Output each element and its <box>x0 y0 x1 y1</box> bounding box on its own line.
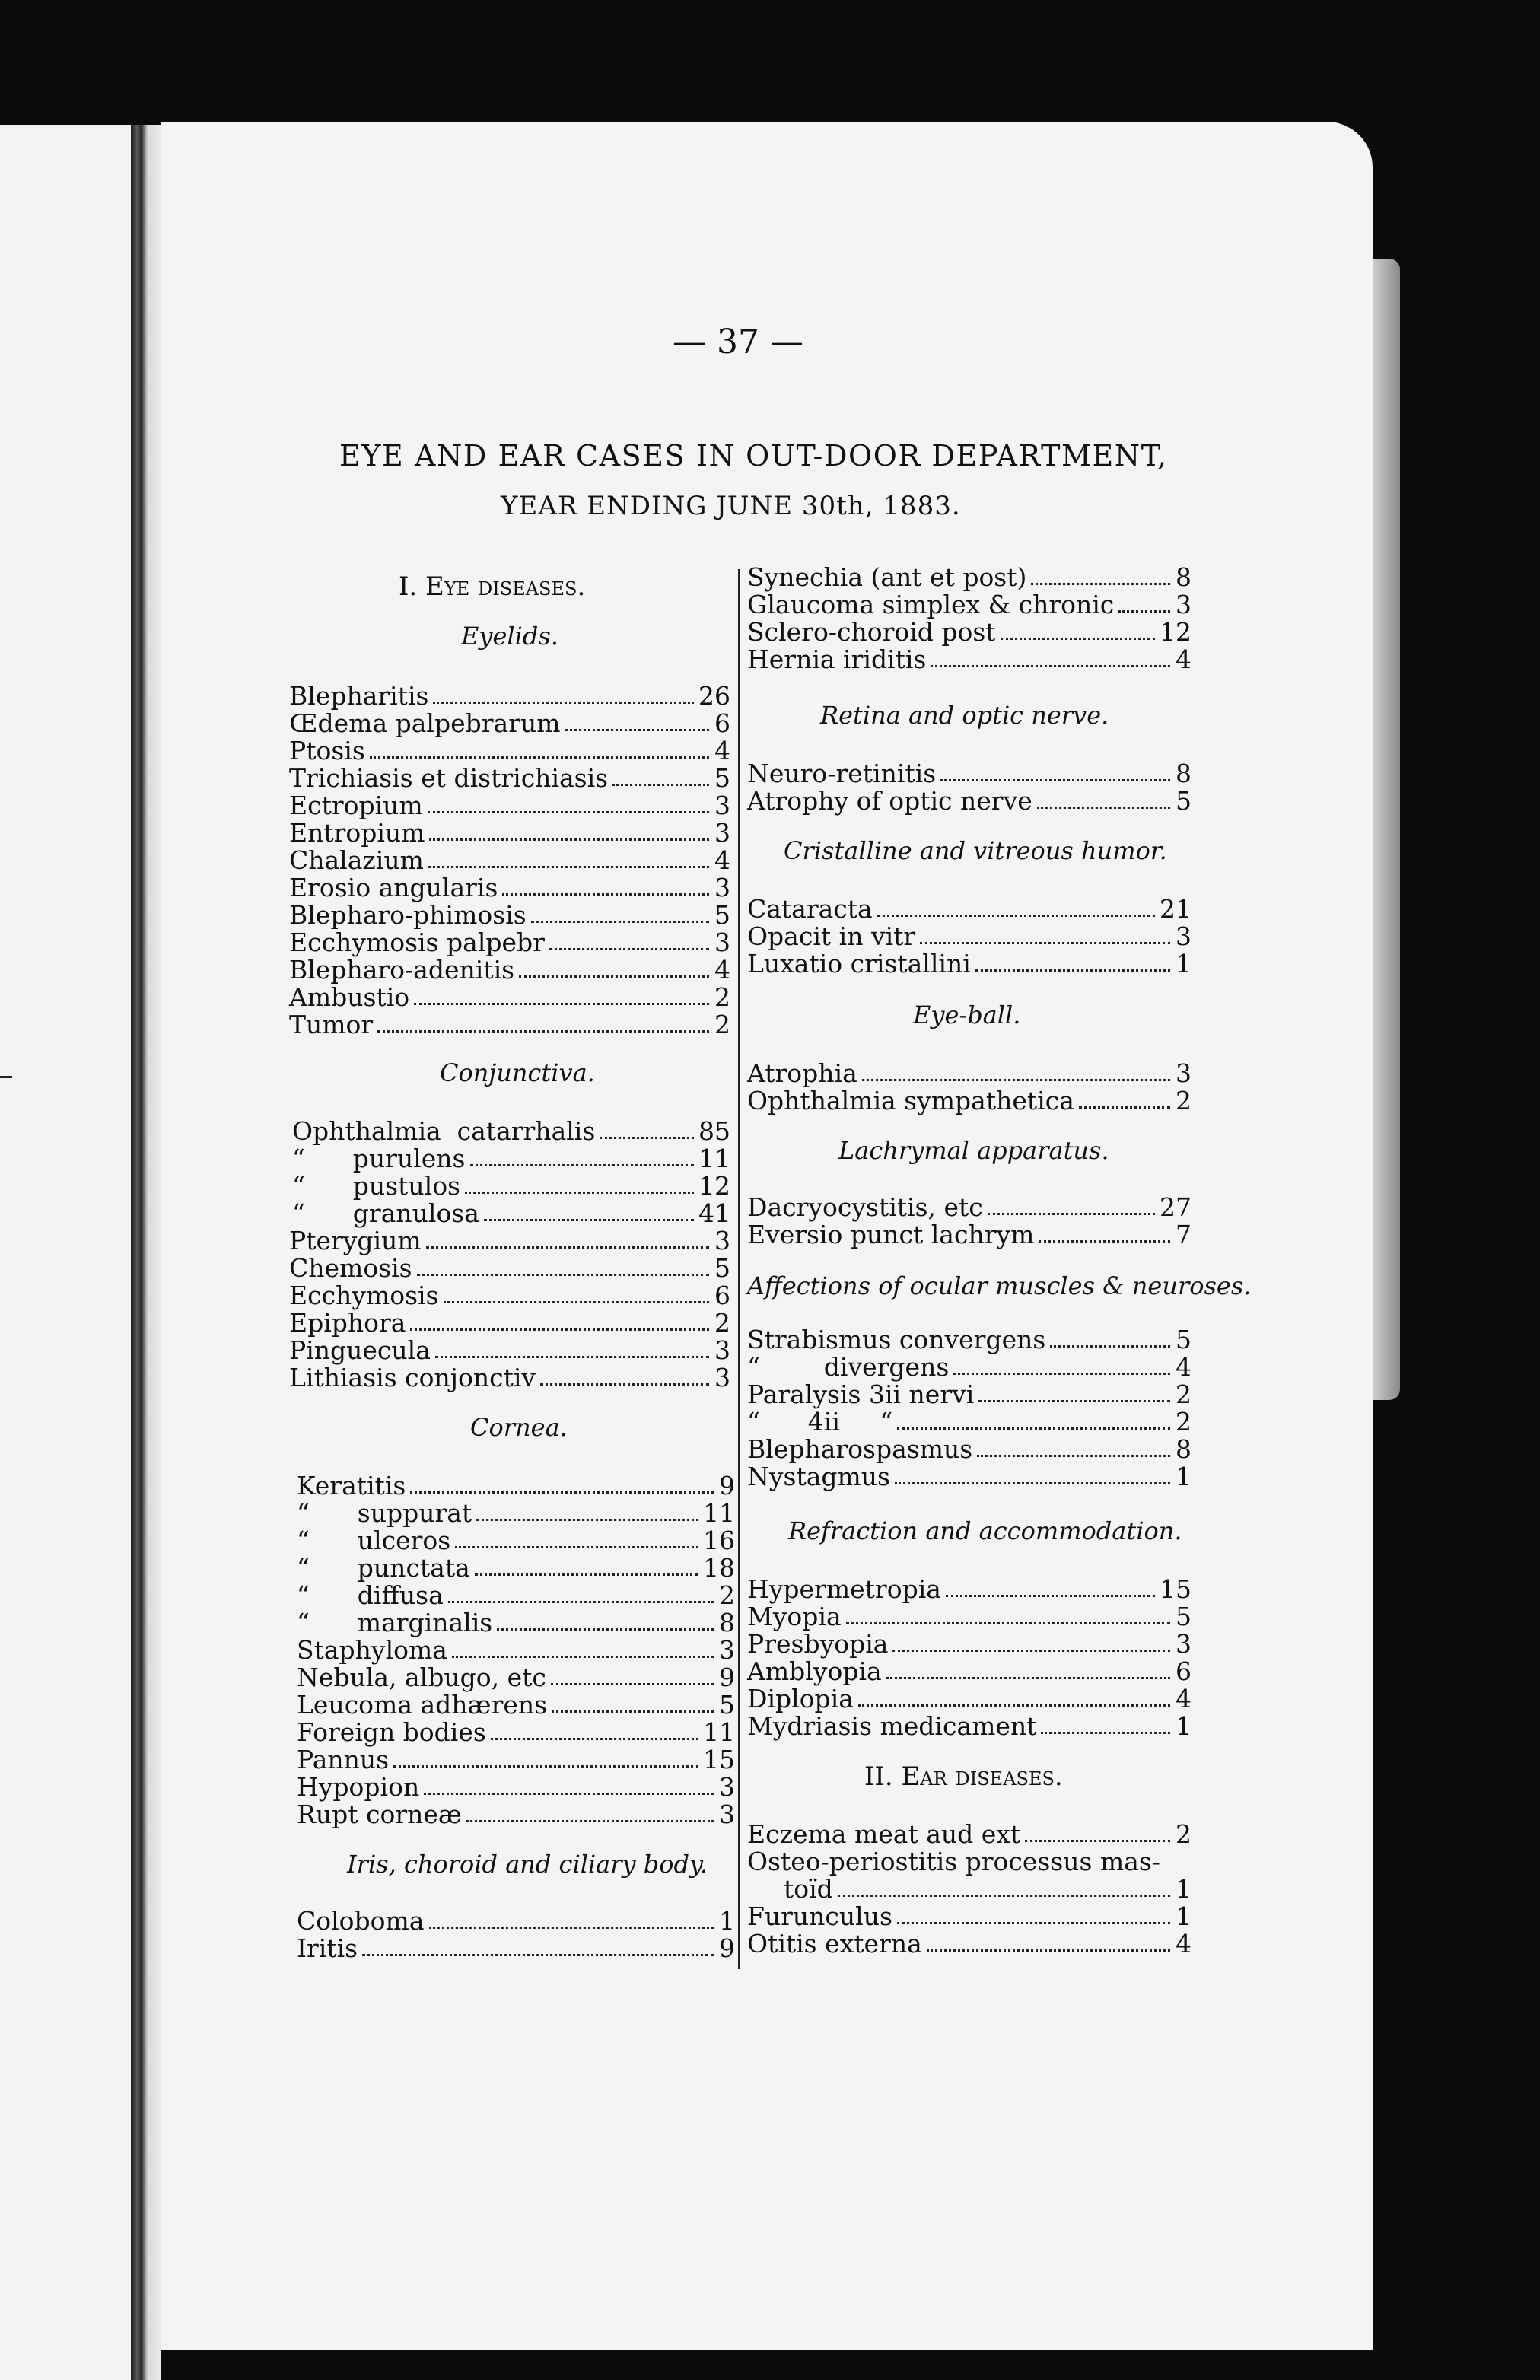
dot-leader <box>1037 807 1170 809</box>
left-entry <box>289 818 730 848</box>
entry-name: Ptosis <box>289 736 365 765</box>
entry-count: 11 <box>698 1144 730 1173</box>
left-entry <box>297 1553 735 1583</box>
entry-count: 9 <box>719 1933 735 1963</box>
dot-leader <box>519 975 709 978</box>
entry-name: Pannus <box>297 1745 390 1774</box>
entry-name: “ purulens <box>292 1144 466 1173</box>
entry-name: Hypermetropia <box>747 1574 941 1604</box>
entry-count: 11 <box>703 1498 735 1528</box>
entry-name: Foreign bodies <box>297 1717 486 1747</box>
entry-name: Furunculus <box>747 1901 892 1931</box>
right-entry <box>747 1352 1192 1382</box>
dot-leader <box>476 1519 698 1521</box>
subheading-affections: Affections of ocular muscles & neuroses. <box>747 1271 1252 1300</box>
entry-name: Ecchymosis <box>289 1281 439 1310</box>
entry-name: “ ulceros <box>297 1526 451 1555</box>
entry-name: Pinguecula <box>289 1335 431 1365</box>
dot-leader <box>470 1164 695 1166</box>
entry-name: Atrophia <box>747 1058 858 1088</box>
subheading-cornea: Cornea. <box>470 1413 568 1442</box>
left-entry <box>292 1118 730 1144</box>
dot-leader <box>1031 583 1170 585</box>
dot-leader <box>414 1003 709 1005</box>
entry-name: Coloboma <box>297 1906 425 1936</box>
entry-name: Œdema palpebrarum <box>289 708 561 738</box>
entry-name: Neuro-retinitis <box>747 759 937 788</box>
entry-name: Presbyopia <box>747 1629 889 1659</box>
entry-name: Ophthalmia catarrhalis <box>292 1116 596 1146</box>
entry-name: Blepharitis <box>289 681 429 711</box>
entry-count: 1 <box>1176 1462 1192 1491</box>
entry-name: Leucoma adhærens <box>297 1690 548 1720</box>
dot-leader <box>377 1030 709 1032</box>
dot-leader <box>931 665 1170 667</box>
dot-leader <box>433 702 694 704</box>
entry-count: 4 <box>714 845 730 875</box>
entry-count: 2 <box>1176 1407 1192 1437</box>
left-entry <box>297 1690 735 1720</box>
right-entry <box>747 1931 1192 1956</box>
entry-count: 2 <box>1176 1379 1192 1409</box>
right-entry <box>747 1901 1192 1931</box>
dot-leader <box>897 1427 1170 1430</box>
entry-count: 9 <box>719 1662 735 1692</box>
right-entry <box>747 1192 1192 1222</box>
left-entry <box>289 1335 730 1365</box>
entry-name: Diplopia <box>747 1684 854 1713</box>
entry-name: Nebula, albugo, etc <box>297 1662 546 1692</box>
entry-name: “ 4ii “ <box>747 1407 893 1437</box>
page-edge <box>1373 259 1400 1400</box>
dot-leader <box>1050 1345 1170 1348</box>
right-entry <box>747 1686 1192 1711</box>
left-entry <box>289 1228 730 1253</box>
entry-name: Otitis externa <box>747 1929 922 1958</box>
left-entry <box>297 1799 735 1829</box>
entry-name: toïd <box>784 1874 833 1904</box>
entry-name: Nystagmus <box>747 1462 890 1491</box>
entry-count: 4 <box>1176 1929 1192 1958</box>
left-entry <box>297 1747 735 1772</box>
entry-count: 8 <box>1176 759 1192 788</box>
right-entry <box>747 1713 1192 1739</box>
entry-name: Glaucoma simplex & chronic <box>747 590 1115 619</box>
dot-leader <box>897 1922 1170 1924</box>
right-entry <box>747 1379 1192 1409</box>
entry-count: 3 <box>714 1335 730 1365</box>
right-entry <box>747 1327 1192 1352</box>
entry-name: Trichiasis et districhiasis <box>289 763 609 793</box>
entry-name: Rupt corneæ <box>297 1799 462 1829</box>
dot-leader <box>549 948 709 950</box>
facing-page <box>0 125 131 2380</box>
right-entry <box>784 1874 1192 1904</box>
dot-leader <box>410 1328 709 1331</box>
entry-count: 3 <box>714 818 730 848</box>
entry-name: Mydriasis medicament <box>747 1711 1037 1741</box>
left-entry <box>297 1717 735 1747</box>
dot-leader <box>428 866 709 868</box>
right-entry <box>747 617 1192 647</box>
entry-count: 27 <box>1160 1192 1192 1222</box>
entry-name: Synechia (ant et post) <box>747 562 1027 592</box>
right-entry <box>747 562 1192 592</box>
entry-count: 3 <box>714 873 730 902</box>
subheading-retina: Retina and optic nerve. <box>820 701 1109 730</box>
entry-count: 4 <box>714 955 730 985</box>
entry-name: Dacryocystitis, etc <box>747 1192 983 1222</box>
entry-name: Blepharo-phimosis <box>289 900 527 930</box>
dot-leader <box>600 1137 694 1139</box>
entry-count: 2 <box>1176 1819 1192 1849</box>
entry-count: 12 <box>1160 617 1192 647</box>
entry-count: 8 <box>719 1608 735 1637</box>
dot-leader <box>1039 1240 1170 1242</box>
entry-name: Ecchymosis palpebr <box>289 928 545 957</box>
left-entry <box>289 793 730 818</box>
left-entry <box>297 1528 735 1553</box>
entry-count: 8 <box>1176 1434 1192 1464</box>
subheading-refraction: Refraction and accommodation. <box>788 1516 1182 1545</box>
dot-leader <box>551 1683 714 1685</box>
entry-name: Ambustio <box>289 982 410 1012</box>
entry-count: 3 <box>714 791 730 820</box>
left-entry <box>289 708 730 738</box>
entry-name: Myopia <box>747 1602 842 1631</box>
entry-count: 3 <box>1176 590 1192 619</box>
left-entry <box>289 765 730 791</box>
right-entry <box>747 1604 1192 1629</box>
subheading-eyelids: Eyelids. <box>461 622 558 651</box>
dot-leader <box>393 1765 698 1768</box>
left-entry <box>297 1500 735 1526</box>
entry-name: Opacit in vitr <box>747 921 916 951</box>
entry-count: 3 <box>714 928 730 957</box>
dot-leader <box>862 1079 1170 1081</box>
entry-count: 21 <box>1160 894 1192 924</box>
right-entry <box>747 921 1192 951</box>
book-gutter <box>131 125 161 2380</box>
dot-leader <box>1025 1840 1170 1842</box>
entry-count: 2 <box>714 1308 730 1338</box>
entry-name: “ diffusa <box>297 1580 444 1610</box>
entry-count: 1 <box>1176 949 1192 978</box>
dot-leader <box>612 784 709 786</box>
entry-count: 3 <box>719 1635 735 1665</box>
dot-leader <box>452 1656 714 1658</box>
right-entry <box>747 1819 1192 1849</box>
right-entry <box>747 644 1192 674</box>
entry-count: 5 <box>719 1690 735 1720</box>
left-entry <box>289 1255 730 1281</box>
entry-name: Eversio punct lachrym <box>747 1220 1035 1249</box>
entry-name: Erosio angularis <box>289 873 498 902</box>
entry-count: 2 <box>1176 1086 1192 1115</box>
entry-count: 8 <box>1176 562 1192 592</box>
left-entry <box>297 1635 735 1665</box>
entry-name: Cataracta <box>747 894 873 924</box>
left-entry <box>297 1772 735 1802</box>
right-entry <box>747 1434 1192 1464</box>
dot-leader <box>552 1710 714 1713</box>
left-entry <box>297 1473 735 1498</box>
entry-count: 1 <box>1176 1711 1192 1741</box>
dot-leader <box>977 1455 1170 1457</box>
entry-name: Ophthalmia sympathetica <box>747 1086 1074 1115</box>
right-entry <box>747 761 1192 786</box>
entry-name: Strabismus convergens <box>747 1325 1046 1354</box>
dot-leader <box>444 1301 709 1303</box>
dot-leader <box>846 1622 1170 1624</box>
dot-leader <box>978 1400 1170 1402</box>
dot-leader <box>429 1927 714 1929</box>
left-entry <box>289 982 730 1012</box>
facing-page-mark <box>0 1076 12 1078</box>
subheading-iris: Iris, choroid and ciliary body. <box>347 1850 708 1879</box>
dot-leader <box>1041 1732 1170 1734</box>
entry-count: 11 <box>703 1717 735 1747</box>
entry-count: 26 <box>698 681 730 711</box>
dot-leader <box>497 1628 714 1631</box>
right-entry <box>747 1574 1192 1604</box>
entry-count: 41 <box>698 1198 730 1228</box>
dot-leader <box>892 1650 1170 1652</box>
entry-count: 3 <box>719 1772 735 1802</box>
entry-name: Epiphora <box>289 1308 406 1338</box>
entry-name: Eczema meat aud ext <box>747 1819 1021 1849</box>
left-entry <box>292 1146 730 1171</box>
entry-name: Hernia iriditis <box>747 644 927 674</box>
entry-count: 15 <box>1160 1574 1192 1604</box>
dot-leader <box>1079 1106 1170 1109</box>
entry-name: Ectropium <box>289 791 423 820</box>
entry-count: 5 <box>1176 786 1192 816</box>
dot-leader <box>858 1704 1170 1707</box>
dot-leader <box>424 1793 714 1795</box>
entry-count: 2 <box>719 1580 735 1610</box>
entry-name: Paralysis 3ii nervi <box>747 1379 975 1409</box>
page-subtitle: YEAR ENDING JUNE 30th, 1883. <box>501 491 961 521</box>
dot-leader <box>838 1895 1170 1897</box>
dot-leader <box>370 756 709 759</box>
left-entry <box>292 1198 730 1228</box>
dot-leader <box>465 1192 694 1194</box>
entry-count: 4 <box>1176 1684 1192 1713</box>
dot-leader <box>895 1482 1170 1484</box>
dot-leader <box>946 1595 1155 1597</box>
left-entry <box>289 1283 730 1308</box>
entry-count: 3 <box>714 1226 730 1255</box>
entry-count: 16 <box>703 1526 735 1555</box>
entry-name: Blepharospasmus <box>747 1434 973 1464</box>
entry-name: Amblyopia <box>747 1656 882 1686</box>
entry-name: “ suppurat <box>297 1498 473 1528</box>
right-entry <box>747 592 1192 617</box>
entry-count: 15 <box>703 1745 735 1774</box>
entry-count: 5 <box>714 763 730 793</box>
entry-name: “ granulosa <box>292 1198 479 1228</box>
entry-count: 9 <box>719 1471 735 1500</box>
subheading-eyeball: Eye-ball. <box>913 1001 1021 1029</box>
dot-leader <box>975 969 1170 972</box>
left-entry <box>292 1171 730 1201</box>
right-entry <box>747 1222 1192 1247</box>
dot-leader <box>1001 638 1155 640</box>
page-number: — 37 — <box>673 323 803 361</box>
left-entry <box>289 681 730 711</box>
entry-name: Entropium <box>289 818 425 848</box>
dot-leader <box>426 1246 709 1249</box>
dot-leader <box>927 1949 1170 1952</box>
right-entry <box>747 1629 1192 1659</box>
right-entry <box>747 1407 1192 1437</box>
right-entry <box>747 1058 1192 1088</box>
entry-name: Staphyloma <box>297 1635 447 1665</box>
right-entry <box>747 1656 1192 1686</box>
left-entry <box>297 1906 735 1936</box>
entry-count: 5 <box>1176 1325 1192 1354</box>
left-entry <box>289 875 730 900</box>
section-heading-ear: II. Ear diseases. <box>864 1761 1063 1792</box>
entry-count: 18 <box>703 1553 735 1583</box>
entry-count: 2 <box>714 1010 730 1039</box>
right-entry <box>747 786 1192 816</box>
column-divider <box>738 569 740 1969</box>
subheading-lachrymal: Lachrymal apparatus. <box>838 1136 1109 1165</box>
page-title: EYE AND EAR CASES IN OUT-DOOR DEPARTMENT, <box>339 439 1168 473</box>
subheading-conjunctiva: Conjunctiva. <box>440 1058 595 1087</box>
left-entry <box>297 1610 735 1635</box>
dot-leader <box>466 1820 714 1822</box>
dot-leader <box>417 1274 709 1276</box>
entry-name: “ divergens <box>747 1352 950 1382</box>
entry-name: Sclero-choroid post <box>747 617 996 647</box>
entry-name: Chemosis <box>289 1253 412 1283</box>
entry-count: 4 <box>1176 1352 1192 1382</box>
dot-leader <box>429 838 709 841</box>
entry-name: “ pustulos <box>292 1171 460 1201</box>
entry-count: 1 <box>1176 1901 1192 1931</box>
left-entry <box>297 1933 735 1963</box>
dot-leader <box>455 1546 698 1548</box>
entry-count: 5 <box>714 1253 730 1283</box>
dot-leader <box>448 1601 714 1603</box>
entry-count: 1 <box>719 1906 735 1936</box>
dot-leader <box>362 1954 714 1956</box>
dot-leader <box>531 921 709 923</box>
dot-leader <box>428 811 709 813</box>
dot-leader <box>886 1677 1170 1679</box>
dot-leader <box>484 1219 694 1221</box>
dot-leader <box>877 915 1155 917</box>
right-entry <box>747 1088 1192 1113</box>
left-entry <box>289 1365 730 1390</box>
entry-count: 7 <box>1176 1220 1192 1249</box>
right-entry <box>747 1464 1192 1489</box>
entry-name: Chalazium <box>289 845 424 875</box>
entry-name: Hypopion <box>297 1772 420 1802</box>
entry-count: 5 <box>1176 1602 1192 1631</box>
subheading-cristalline: Cristalline and vitreous humor. <box>784 836 1167 865</box>
dot-leader <box>1118 610 1170 612</box>
entry-name: Iritis <box>297 1933 358 1963</box>
entry-name: Tumor <box>289 1010 374 1039</box>
entry-count: 12 <box>698 1171 730 1201</box>
entry-name: “ marginalis <box>297 1608 493 1637</box>
dot-leader <box>953 1373 1170 1375</box>
right-entry <box>747 1849 1192 1874</box>
dot-leader <box>475 1573 698 1576</box>
entry-count: 2 <box>714 982 730 1012</box>
entry-name: Atrophy of optic nerve <box>747 786 1032 816</box>
entry-count: 6 <box>714 708 730 738</box>
dot-leader <box>988 1213 1155 1215</box>
left-entry <box>289 902 730 928</box>
entry-count: 4 <box>714 736 730 765</box>
left-entry <box>289 1308 730 1338</box>
dot-leader <box>565 729 709 731</box>
entry-name: Keratitis <box>297 1471 406 1500</box>
entry-count: 6 <box>714 1281 730 1310</box>
dot-leader <box>410 1491 714 1494</box>
entry-count: 3 <box>719 1799 735 1829</box>
right-entry <box>747 951 1192 976</box>
left-entry <box>289 845 730 875</box>
entry-name: “ punctata <box>297 1553 470 1583</box>
entry-name: Pterygium <box>289 1226 422 1255</box>
entry-name: Osteo-periostitis processus mas- <box>747 1847 1161 1876</box>
dot-leader <box>502 893 709 896</box>
entry-count: 85 <box>698 1116 730 1146</box>
left-entry <box>297 1580 735 1610</box>
left-entry <box>297 1662 735 1692</box>
dot-leader <box>920 942 1170 944</box>
entry-count: 3 <box>1176 1629 1192 1659</box>
right-entry <box>747 894 1192 924</box>
entry-count: 5 <box>714 900 730 930</box>
entry-count: 3 <box>1176 1058 1192 1088</box>
entry-count: 4 <box>1176 644 1192 674</box>
dot-leader <box>940 779 1170 781</box>
left-entry <box>289 955 730 985</box>
section-heading-eye: I. Eye diseases. <box>399 571 586 602</box>
entry-name: Lithiasis conjonctiv <box>289 1363 536 1392</box>
left-entry <box>289 738 730 763</box>
entry-name: Luxatio cristallini <box>747 949 971 978</box>
dot-leader <box>435 1356 709 1358</box>
entry-count: 1 <box>1176 1874 1192 1904</box>
entry-count: 3 <box>714 1363 730 1392</box>
left-entry <box>289 1012 730 1037</box>
left-entry <box>289 930 730 955</box>
entry-count: 3 <box>1176 921 1192 951</box>
dot-leader <box>540 1383 709 1386</box>
entry-count: 6 <box>1176 1656 1192 1686</box>
entry-name: Blepharo-adenitis <box>289 955 515 985</box>
dot-leader <box>491 1738 698 1740</box>
